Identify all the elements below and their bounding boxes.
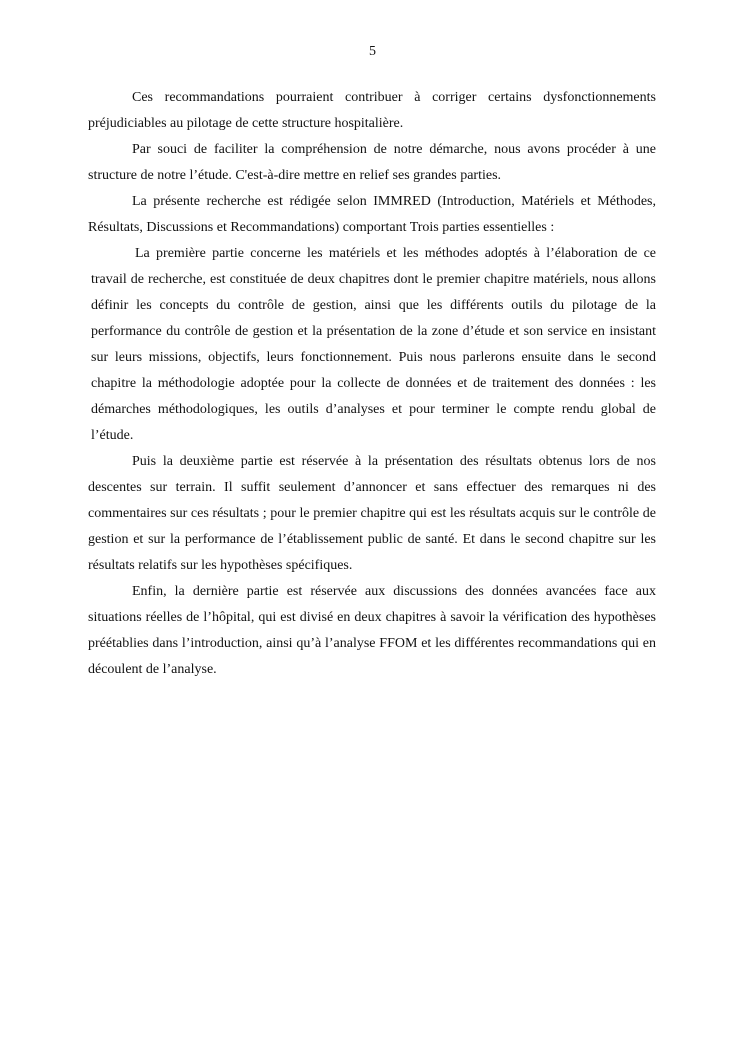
body-text	[88, 85, 656, 683]
paragraph-recommendations-intro: Ces recommandations pourraient contribuer à corriger certains dysfonctionnements préjudiciables au pilotage de cette structure hospitalière.	[88, 90, 656, 131]
paragraph-immred-format: La présente recherche est rédigée selon IMMRED (Introduction, Matériels et Méthodes, Résultats, Discussions et Recommandations) comportant Trois parties essentielles :	[88, 194, 656, 235]
paragraph-last-part: Enfin, la dernière partie est réservée aux discussions des données avancées face aux situations réelles de l’hôpital, qui est divisé en deux chapitres à savoir la vérification des hypothèses préétablies dans l’introduction, ainsi qu’à l’analyse FFOM et les différentes recommandations qui en découlent de l’analyse.	[88, 584, 656, 677]
paragraph-first-part: La première partie concerne les matériels et les méthodes adoptés à l’élaboration de ce travail de recherche, est constituée de deux chapitres dont le premier chapitre matériels, nous allons définir les concepts du contrôle de gestion, ainsi que les différents outils du pilotage de la performance du contrôle de gestion et la présentation de la zone d’étude et son service en insistant sur leurs missions, objectifs, leurs fonctionnement. Puis nous parlerons ensuite dans le second chapitre la méthodologie adoptée pour la collecte de données et de traitement des données : les démarches méthodologiques, les outils d’analyses et pour terminer le compte rendu global de l’étude.	[91, 246, 656, 443]
paragraph-structure-purpose: Par souci de faciliter la compréhension de notre démarche, nous avons procéder à une structure de notre l’étude. C'est-à-dire mettre en relief ses grandes parties.	[88, 142, 656, 183]
paragraph-second-part: Puis la deuxième partie est réservée à la présentation des résultats obtenus lors de nos descentes sur terrain. Il suffit seulement d’annoncer et sans effectuer des remarques ni des commentaires sur ces résultats ; pour le premier chapitre qui est les résultats acquis sur le contrôle de gestion et sur la performance de l’établissement public de santé. Et dans le second chapitre sur les résultats relatifs sur les hypothèses spécifiques.	[88, 454, 656, 573]
page-number: 5	[369, 44, 376, 59]
